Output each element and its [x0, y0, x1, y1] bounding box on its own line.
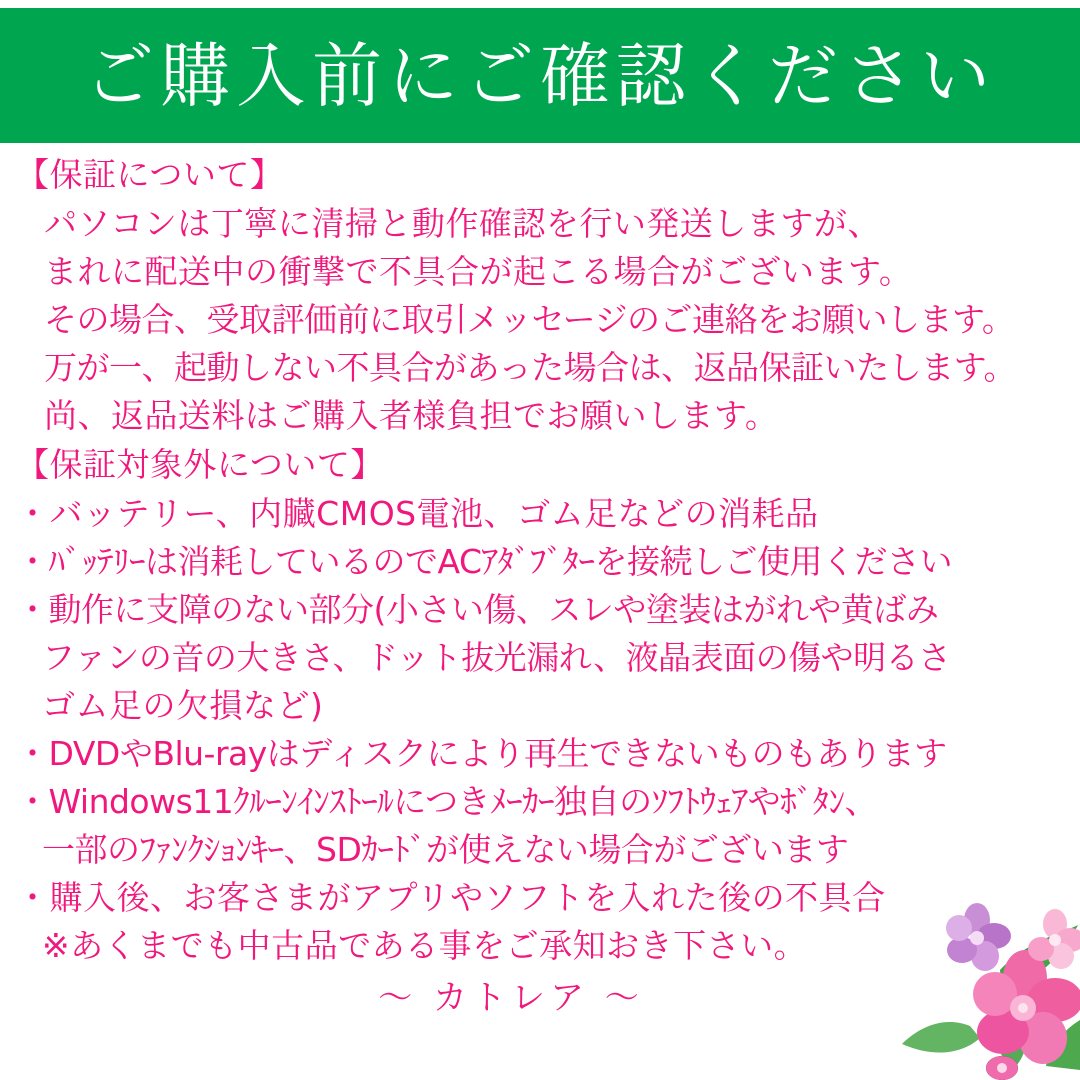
page-title: ご購入前にご確認ください — [84, 34, 996, 117]
exclusion-item-cont: 一部のﾌｧﾝｸｼｮﾝｷｰ、SDｶｰﾄﾞが使えない場合がございます — [42, 830, 849, 869]
section-heading-warranty: 【保証について】 — [16, 155, 284, 194]
exclusion-item: ・ﾊﾞｯﾃﾘｰは消耗しているのでACｱﾀﾞﾌﾞﾀｰを接続しご使用ください — [16, 542, 953, 581]
section-heading-exclusions: 【保証対象外について】 — [16, 445, 384, 484]
exclusion-item: ・動作に支障のない部分(小さい傷、スレや塗装はがれや黄ばみ — [16, 590, 939, 629]
exclusion-item: ・バッテリー、内臓CMOS電池、ゴム足などの消耗品 — [16, 494, 819, 533]
warranty-line-4: 万が一、起動しない不具合があった場合は、返品保証いたします。 — [44, 348, 1017, 387]
exclusion-item: ・購入後、お客さまがアプリやソフトを入れた後の不具合 — [16, 878, 886, 917]
exclusion-item-cont: ※あくまでも中古品である事をご承知おき下さい。 — [42, 926, 808, 965]
warranty-line-3: その場合、受取評価前に取引メッセージのご連絡をお願いします。 — [44, 300, 1015, 339]
body-content — [0, 150, 1080, 1022]
exclusion-item-cont: ゴム足の欠損など) — [42, 686, 324, 725]
exclusion-item-cont: ファンの音の大きさ、ドット抜光漏れ、液晶表面の傷や明るさ — [42, 638, 951, 677]
signature: 〜 カトレア 〜 — [378, 978, 644, 1018]
exclusion-item: ・DVDやBlu-rayはディスクにより再生できないものもあります — [16, 734, 947, 773]
warranty-line-2: まれに配送中の衝撃で不具合が起こる場合がございます。 — [44, 252, 913, 291]
warranty-line-5: 尚、返品送料はご購入者様負担でお願いします。 — [44, 396, 779, 435]
header-banner — [0, 8, 1080, 143]
warranty-line-1: パソコンは丁寧に清掃と動作確認を行い発送しますが、 — [44, 204, 881, 243]
exclusion-item: ・Windows11ｸﾙｰﾝｲﾝｽﾄｰﾙにつきﾒｰｶｰ独自のｿﾌﾄｳｪｱやﾎﾞﾀﾝ、 — [16, 782, 878, 821]
